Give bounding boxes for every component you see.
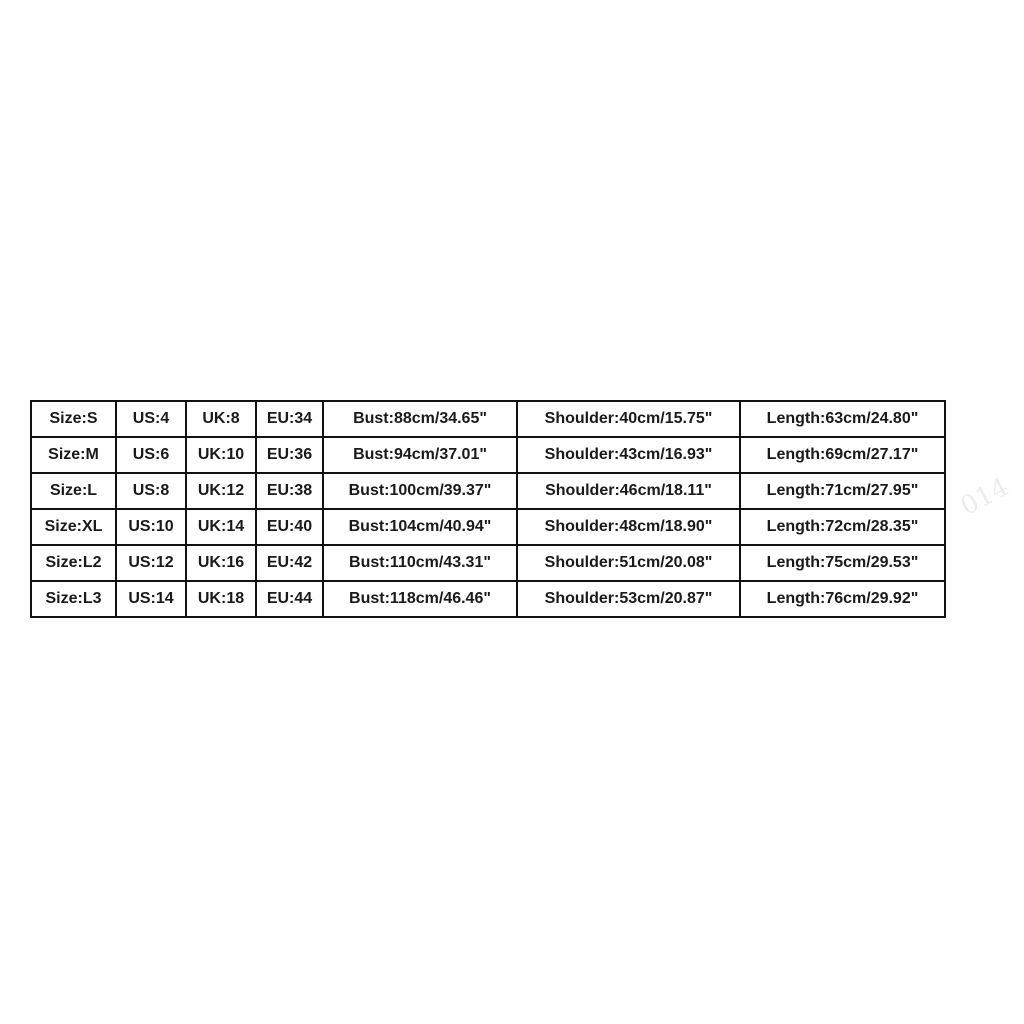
eu-size-cell: EU:36 [256,437,323,473]
shoulder-cell: Shoulder:51cm/20.08" [517,545,740,581]
shoulder-cell: Shoulder:46cm/18.11" [517,473,740,509]
uk-size-cell: UK:18 [186,581,256,617]
us-size-cell: US:14 [116,581,186,617]
length-cell: Length:76cm/29.92" [740,581,945,617]
size-chart-table [30,400,946,618]
size-table-body [31,401,945,617]
size-cell: Size:M [31,437,116,473]
size-cell: Size:XL [31,509,116,545]
eu-size-cell: EU:34 [256,401,323,437]
table-row [31,509,945,545]
bust-cell: Bust:100cm/39.37" [323,473,517,509]
size-cell: Size:L3 [31,581,116,617]
bust-cell: Bust:94cm/37.01" [323,437,517,473]
bust-cell: Bust:104cm/40.94" [323,509,517,545]
shoulder-cell: Shoulder:53cm/20.87" [517,581,740,617]
us-size-cell: US:6 [116,437,186,473]
shoulder-cell: Shoulder:40cm/15.75" [517,401,740,437]
eu-size-cell: EU:40 [256,509,323,545]
length-cell: Length:71cm/27.95" [740,473,945,509]
eu-size-cell: EU:44 [256,581,323,617]
table-row [31,545,945,581]
bust-cell: Bust:88cm/34.65" [323,401,517,437]
us-size-cell: US:12 [116,545,186,581]
table-row [31,581,945,617]
length-cell: Length:72cm/28.35" [740,509,945,545]
shoulder-cell: Shoulder:43cm/16.93" [517,437,740,473]
shoulder-cell: Shoulder:48cm/18.90" [517,509,740,545]
us-size-cell: US:4 [116,401,186,437]
size-cell: Size:S [31,401,116,437]
length-cell: Length:75cm/29.53" [740,545,945,581]
us-size-cell: US:8 [116,473,186,509]
bust-cell: Bust:118cm/46.46" [323,581,517,617]
length-cell: Length:63cm/24.80" [740,401,945,437]
uk-size-cell: UK:16 [186,545,256,581]
length-cell: Length:69cm/27.17" [740,437,945,473]
uk-size-cell: UK:10 [186,437,256,473]
eu-size-cell: EU:42 [256,545,323,581]
us-size-cell: US:10 [116,509,186,545]
table-row [31,437,945,473]
bust-cell: Bust:110cm/43.31" [323,545,517,581]
watermark: 014 [955,472,1014,522]
uk-size-cell: UK:14 [186,509,256,545]
table-row [31,401,945,437]
table-row [31,473,945,509]
size-cell: Size:L [31,473,116,509]
uk-size-cell: UK:12 [186,473,256,509]
uk-size-cell: UK:8 [186,401,256,437]
size-cell: Size:L2 [31,545,116,581]
eu-size-cell: EU:38 [256,473,323,509]
